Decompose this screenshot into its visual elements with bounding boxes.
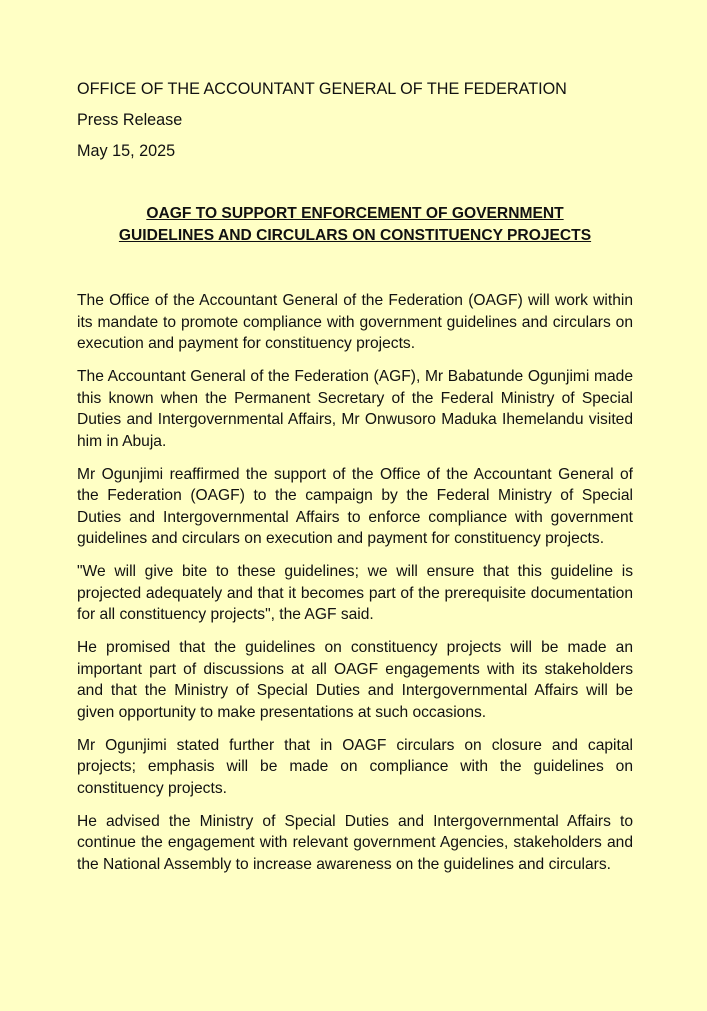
article-body <box>77 290 633 875</box>
paragraph: The Accountant General of the Federation (AGF), Mr Babatunde Ogunjimi made this known when the Permanent Secretary of the Federal Ministry of Special Duties and Intergovernmental Affairs, Mr Onwusoro Maduka Ihemelandu visited him in Abuja. <box>77 368 633 450</box>
document-header <box>77 79 633 161</box>
headline-line-1: OAGF TO SUPPORT ENFORCEMENT OF GOVERNMENT <box>146 205 564 222</box>
paragraph: Mr Ogunjimi reaffirmed the support of the Office of the Accountant General of the Federation (OAGF) to the campaign by the Federal Ministry of Special Duties and Intergovernmental Affairs to enforce compliance with government guidelines and circulars on execution and payment for constituency projects. <box>77 465 633 547</box>
paragraph: The Office of the Accountant General of the Federation (OAGF) will work within its mandate to promote compliance with government guidelines and circulars on execution and payment for constituency projects. <box>77 292 633 352</box>
paragraph: He advised the Ministry of Special Duties and Intergovernmental Affairs to continue the engagement with relevant government Agencies, stakeholders and the National Assembly to increase awareness on the guidelines and circulars. <box>77 812 633 873</box>
headline <box>77 203 633 246</box>
release-date: May 15, 2025 <box>77 142 176 160</box>
document-type: Press Release <box>77 111 183 129</box>
paragraph: "We will give bite to these guidelines; we will ensure that this guideline is projected adequately and that it becomes part of the prerequisite documentation for all constituency projects", the AGF said. <box>77 563 633 623</box>
paragraph: Mr Ogunjimi stated further that in OAGF circulars on closure and capital projects; emphasis will be made on compliance with the guidelines on constituency projects. <box>77 736 633 797</box>
headline-line-2: GUIDELINES AND CIRCULARS ON CONSTITUENCY PROJECTS <box>118 226 592 244</box>
office-name: OFFICE OF THE ACCOUNTANT GENERAL OF THE FEDERATION <box>77 80 567 98</box>
paragraph: He promised that the guidelines on constituency projects will be made an important part of discussions at all OAGF engagements with its stakeholders and that the Ministry of Special Duties and Intergovernmental Affairs will be given opportunity to make presentations at such occasions. <box>77 639 633 721</box>
